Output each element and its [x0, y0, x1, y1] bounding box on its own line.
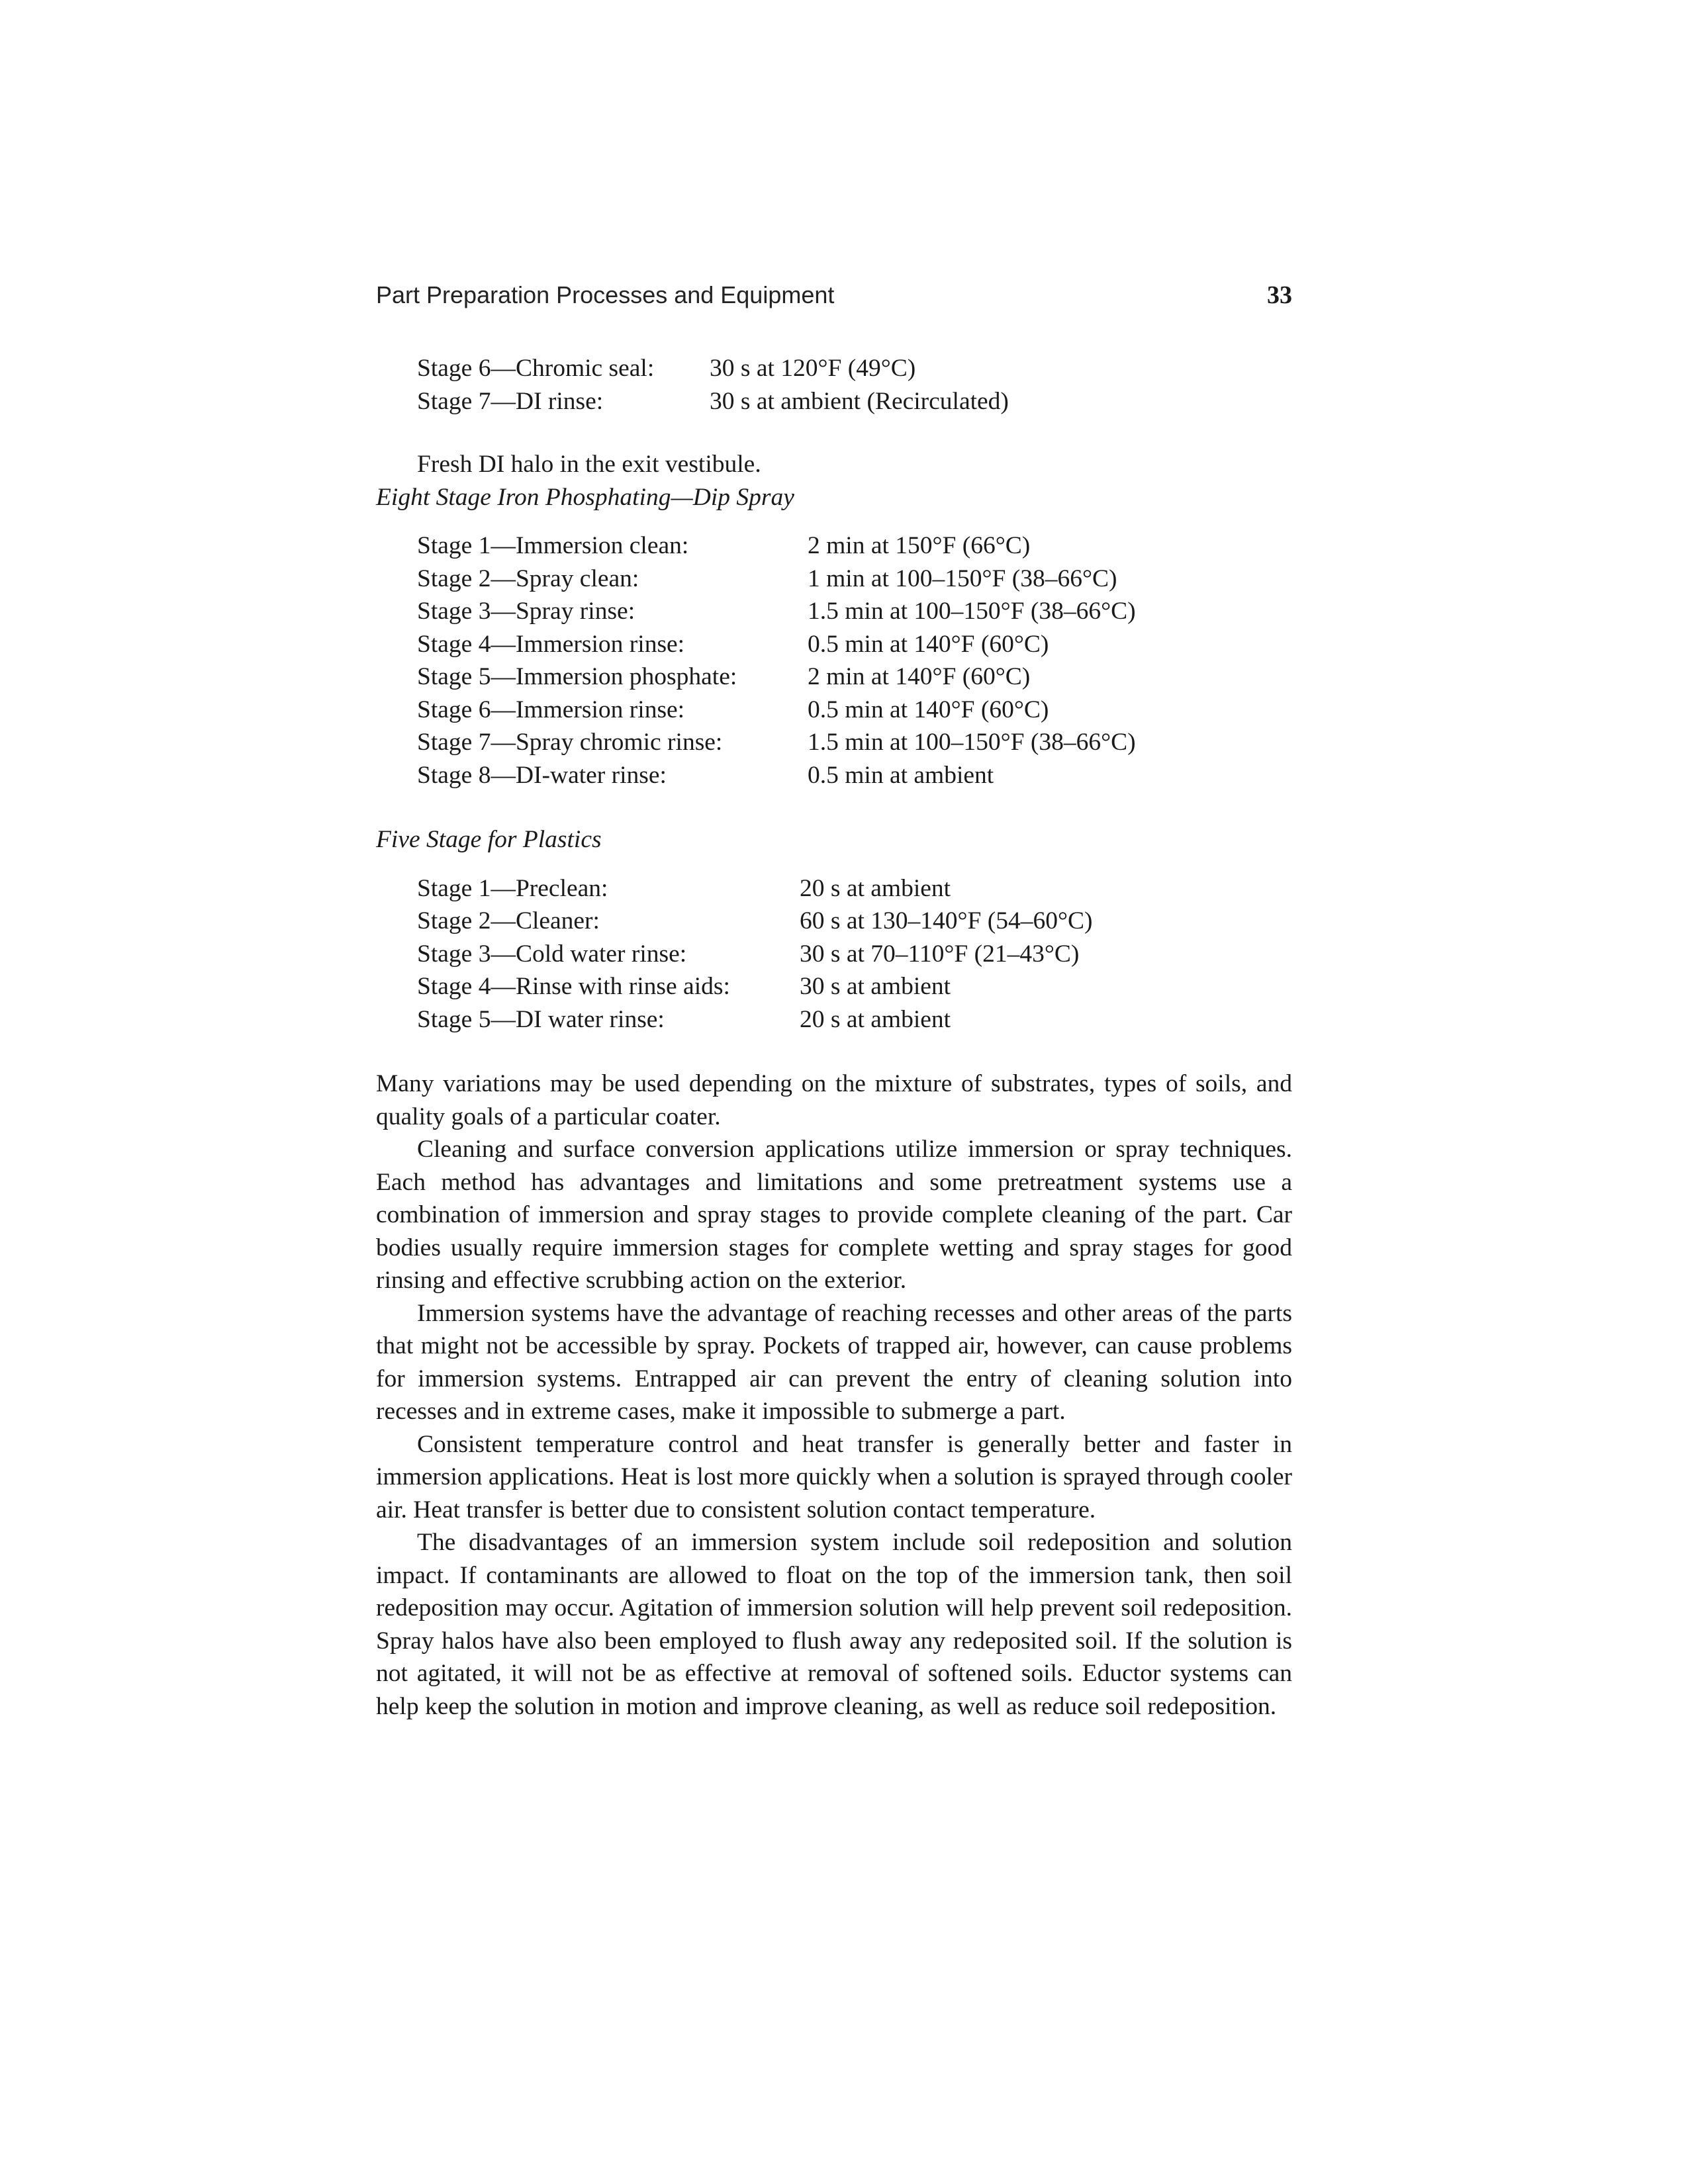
stage-detail: 0.5 min at 140°F (60°C): [808, 630, 1049, 658]
stage-name: Stage 6—Chromic seal:: [417, 355, 655, 382]
stage-row: [417, 385, 1009, 418]
page-content: [376, 352, 1292, 1723]
stage-row: [417, 1003, 1093, 1036]
stage-detail: 30 s at 70–110°F (21–43°C): [800, 940, 1080, 968]
running-header: [376, 277, 1292, 314]
five-stage-table: [417, 872, 1093, 1036]
stage-row: [417, 595, 1136, 628]
stage-name: Stage 6—Immersion rinse:: [417, 696, 685, 723]
stage-detail: 1.5 min at 100–150°F (38–66°C): [808, 598, 1136, 625]
stage-detail: 30 s at 120°F (49°C): [710, 355, 916, 382]
body-paragraph: Many variations may be used depending on the mixture of substrates, types of soils, and quality goals of a particular coater.: [376, 1070, 1292, 1130]
five-stage-heading: Five Stage for Plastics: [376, 826, 602, 853]
stage-row: [417, 759, 1136, 792]
body-paragraph: Immersion systems have the advantage of reaching recesses and other areas of the parts that might not be accessible by spray. Pockets of trapped air, however, can cause problems for immersion systems. Entrapped air can prevent the entry of cleaning solution into recesses and in extreme cases, make it impossible to submerge a part.: [376, 1299, 1292, 1425]
stage-detail: 1.5 min at 100–150°F (38–66°C): [808, 729, 1136, 756]
stage-name: Stage 5—DI water rinse:: [417, 1005, 665, 1033]
stage-detail: 2 min at 150°F (66°C): [808, 532, 1031, 559]
stage-name: Stage 2—Spray clean:: [417, 565, 639, 592]
stage-row: [417, 970, 1093, 1003]
stage-row: [417, 628, 1136, 661]
stage-name: Stage 8—DI-water rinse:: [417, 761, 667, 789]
stage-row: [417, 694, 1136, 727]
stage-detail: 0.5 min at 140°F (60°C): [808, 696, 1049, 723]
body-paragraph: Consistent temperature control and heat transfer is generally better and faster in immersion applications. Heat is lost more quickly when a solution is sprayed through cooler air. Heat transfer is better due to consistent solution contact temperature.: [376, 1430, 1292, 1524]
continued-stage-table: [417, 352, 1009, 418]
stage-detail: 60 s at 130–140°F (54–60°C): [800, 907, 1093, 934]
running-title: Part Preparation Processes and Equipment: [376, 281, 835, 308]
stage-name: Stage 7—Spray chromic rinse:: [417, 729, 723, 756]
stage-name: Stage 7—DI rinse:: [417, 387, 604, 415]
stage-row: [417, 872, 1093, 905]
stage-name: Stage 4—Immersion rinse:: [417, 630, 685, 658]
stage-detail: 1 min at 100–150°F (38–66°C): [808, 565, 1117, 592]
exit-vestibule-note: Fresh DI halo in the exit vestibule.: [417, 451, 761, 478]
stage-name: Stage 1—Immersion clean:: [417, 532, 689, 559]
stage-detail: 30 s at ambient: [800, 973, 951, 1000]
stage-row: [417, 563, 1136, 596]
stage-name: Stage 3—Spray rinse:: [417, 598, 635, 625]
stage-name: Stage 1—Preclean:: [417, 874, 608, 902]
stage-name: Stage 4—Rinse with rinse aids:: [417, 973, 730, 1000]
stage-name: Stage 5—Immersion phosphate:: [417, 663, 737, 690]
stage-name: Stage 3—Cold water rinse:: [417, 940, 687, 968]
stage-detail: 0.5 min at ambient: [808, 761, 994, 789]
stage-name: Stage 2—Cleaner:: [417, 907, 600, 934]
body-paragraph: The disadvantages of an immersion system include soil redeposition and solution impact. If contaminants are allowed to float on the top of the immersion tank, then soil redeposition may occur. Agitation of immersion solution will help prevent soil redeposition. Spray halos have also been employed to flush away any redeposited soil. If the solution is not agitated, it will not be as effective at removal of softened soils. Eductor systems can help keep the solution in motion and improve cleaning, as well as reduce soil redeposition.: [376, 1529, 1292, 1720]
eight-stage-table: [417, 529, 1136, 792]
stage-row: [417, 938, 1093, 971]
page-number: 33: [1267, 281, 1292, 309]
body-paragraph: Cleaning and surface conversion applications utilize immersion or spray techniques. Each method has advantages and limitations and some pretreatment systems use a combination of immersion and spray stages to provide complete cleaning of the part. Car bodies usually require immersion stages for complete wetting and spray stages for good rinsing and effective scrubbing action on the exterior.: [376, 1136, 1292, 1294]
stage-row: [417, 726, 1136, 759]
stage-detail: 20 s at ambient: [800, 874, 951, 902]
eight-stage-heading: Eight Stage Iron Phosphating—Dip Spray: [376, 483, 794, 511]
stage-detail: 20 s at ambient: [800, 1005, 951, 1033]
stage-row: [417, 352, 1009, 385]
stage-row: [417, 905, 1093, 938]
stage-detail: 30 s at ambient (Recirculated): [710, 387, 1009, 415]
stage-detail: 2 min at 140°F (60°C): [808, 663, 1031, 690]
stage-row: [417, 660, 1136, 694]
stage-row: [417, 529, 1136, 563]
